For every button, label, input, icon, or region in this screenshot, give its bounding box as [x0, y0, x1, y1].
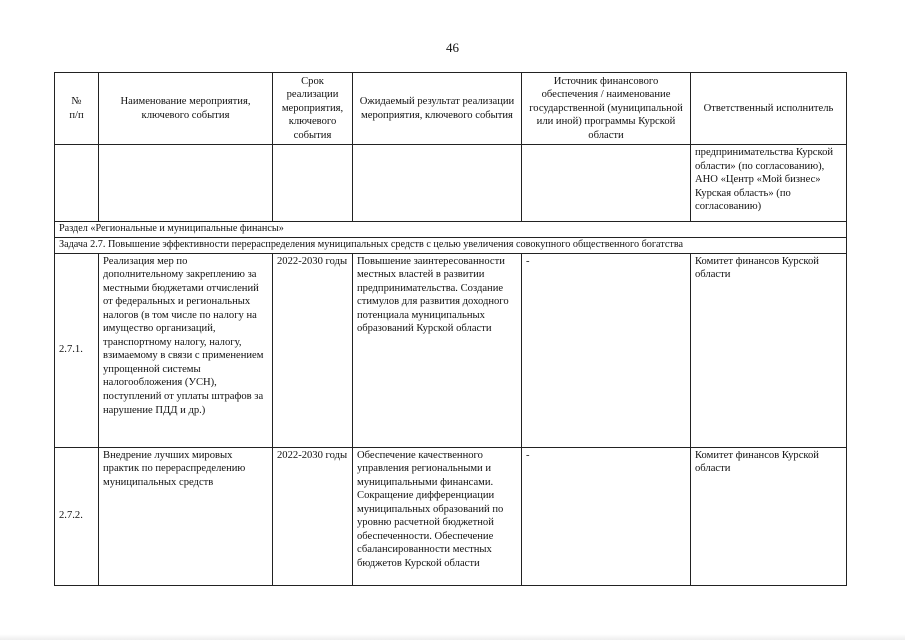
- header-deadline: Срок реализации мероприятия, ключевого события: [273, 73, 353, 145]
- cell-deadline: 2022-2030 годы: [273, 253, 353, 447]
- cell-source: -: [522, 253, 691, 447]
- cell-num: 2.7.1.: [55, 253, 99, 447]
- table-row-continuation: [55, 145, 847, 222]
- scan-edge: [0, 634, 905, 640]
- task-row: [55, 237, 847, 253]
- cell-name: Реализация мер по дополнительному закреплению за местными бюджетами отчислений от федеральных и региональных налогов (в том числе по налогу на имущество организаций, транспортному налогу, налогу, взимаемому в связи с применением упрощенной системы налогообложения (УСН), поступлений от уплаты штрафов за нарушение ПДД и др.): [99, 253, 273, 447]
- cell-executor: Комитет финансов Курской области: [691, 447, 847, 585]
- cell-empty: [353, 145, 522, 222]
- cell-result: Повышение заинтересованности местных властей в развитии предпринимательства. Создание стимулов для развития доходного потенциала муниципальных образований Курской области: [353, 253, 522, 447]
- cell-source: -: [522, 447, 691, 585]
- header-executor: Ответственный исполнитель: [691, 73, 847, 145]
- cell-empty: [55, 145, 99, 222]
- cell-name: Внедрение лучших мировых практик по перераспределению муниципальных средств: [99, 447, 273, 585]
- header-name: Наименование мероприятия, ключевого события: [99, 73, 273, 145]
- table-row: [55, 253, 847, 447]
- cell-deadline: 2022-2030 годы: [273, 447, 353, 585]
- cell-result: Обеспечение качественного управления региональными и муниципальными финансами. Сокращение дифференциации муниципальных образований по уровню расчетной бюджетной обеспеченности. Обеспечение сбалансированности местных бюджетов Курской области: [353, 447, 522, 585]
- header-source: Источник финансового обеспечения / наименование государственной (муниципальной или иной) программы Курской области: [522, 73, 691, 145]
- cell-executor: Комитет финансов Курской области: [691, 253, 847, 447]
- task-title: Задача 2.7. Повышение эффективности перераспределения муниципальных средств с целью увеличения совокупного общественного богатства: [55, 237, 847, 253]
- section-title: Раздел «Региональные и муниципальные финансы»: [55, 222, 847, 238]
- activities-table: [54, 72, 847, 586]
- header-result: Ожидаемый результат реализации мероприятия, ключевого события: [353, 73, 522, 145]
- cell-empty: [273, 145, 353, 222]
- header-num: № п/п: [55, 73, 99, 145]
- table-row: [55, 447, 847, 585]
- cell-empty: [522, 145, 691, 222]
- section-row: [55, 222, 847, 238]
- table-header-row: [55, 73, 847, 145]
- page-number: 46: [446, 40, 459, 55]
- cell-empty: [99, 145, 273, 222]
- cell-executor: предпринимательства Курской области» (по согласованию), АНО «Центр «Мой бизнес» Курская область» (по согласованию): [691, 145, 847, 222]
- cell-num: 2.7.2.: [55, 447, 99, 585]
